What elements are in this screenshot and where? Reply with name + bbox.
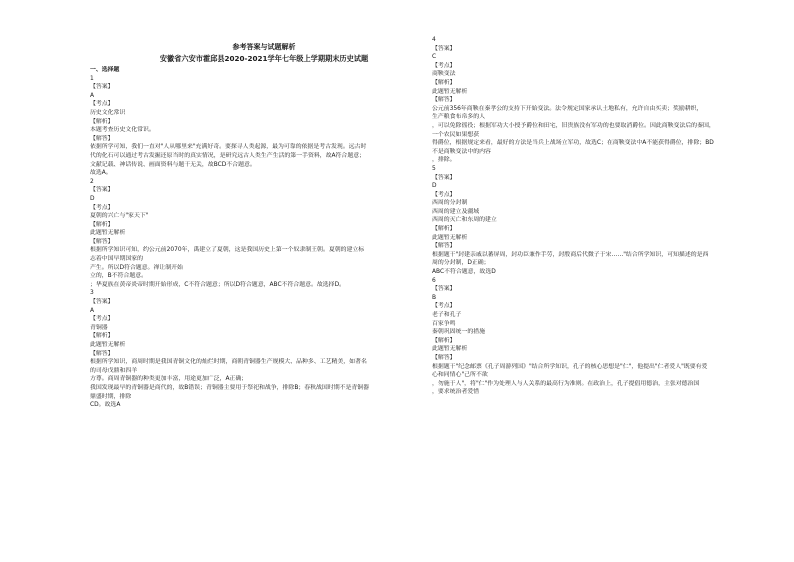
left-text-line: 依据所学可知，我们一直对"人从哪里来"充满好奇。要探寻人类起源，最为可靠的依据是考古发现。远古时 [90, 144, 367, 151]
right-text-line: ，勿施于人"，将"仁"作为处理人与人关系的最高行为准则。在政治上，孔子提倡用德治，主张对德治国 [432, 380, 700, 387]
right-text-line: 【解答】 [432, 354, 456, 361]
left-text-line: 的司母戊鼎和四羊 [90, 367, 138, 374]
left-text-line: 【解析】 [90, 333, 114, 340]
left-text-line: 【解答】 [90, 350, 114, 357]
left-text-line: 方尊。商周青铜器的种类更加丰富，用途更加广泛，A正确； [90, 376, 248, 383]
left-text-line: 历史文化常识 [90, 109, 126, 116]
left-text-line: 根据所学知识可知，约公元前2070年，禹建立了夏朝，这是我国历史上第一个奴隶制王朝。夏朝的建立标 [90, 247, 365, 254]
left-text-line: 志着中国早期国家的 [90, 256, 144, 263]
left-text-line: 文献记载、神话传说、画面资料与题干无关，故BCD不合题意。 [90, 161, 256, 168]
left-text-line: 鼎盛时期，排除 [90, 393, 132, 400]
right-text-line: ABC不符合题意，故选D [432, 269, 496, 276]
doc-subtitle: 安徽省六安市霍邱县2020-2021学年七年级上学期期末历史试题 [159, 54, 369, 63]
right-text-line: 【解析】 [432, 79, 456, 86]
right-text-line: 得爵位，根据规定来看，最好的方法是当兵上战场立军功，故选C；在商鞅变法中A不能获得爵位，排除；BD [432, 140, 714, 147]
left-text-line: 立的，B不符合题意。 [90, 273, 148, 280]
right-text-line: 【解答】 [432, 243, 456, 250]
right-text-line: 5 [432, 165, 436, 172]
left-text-line: 夏朝的兴亡与"家天下" [90, 213, 149, 220]
left-text-line: 根据所学知识，商周时期是我国青铜文化的灿烂时期，商朝青铜器生产规模大、品种多、工艺精美，如著名 [90, 359, 367, 366]
right-text-line: 【解析】 [432, 337, 456, 344]
left-text-line: 本题考查历史文化常识。 [90, 127, 155, 134]
left-text-line: 【答案】 [90, 187, 114, 194]
right-text-line: 【考点】 [432, 191, 456, 198]
right-text-line: B [432, 294, 437, 301]
right-text-line: 心和同情心"己所不欲 [432, 372, 488, 379]
right-text-line: ，排除。 [432, 157, 456, 164]
right-text-line: 西周的分封制 [432, 200, 468, 207]
left-text-line: A [90, 307, 95, 314]
right-text-line: 4 [432, 37, 436, 43]
right-text-line: C [432, 54, 437, 61]
right-text-line: 【考点】 [432, 62, 456, 69]
left-text-line: D [90, 195, 95, 202]
right-text-line: 根据题干"纪念邮票《孔子周游列国》"结合所学知识，孔子的核心思想是"仁"，他提出"仁者爱人"既要有爱 [432, 363, 708, 370]
left-text-line: 【考点】 [90, 316, 114, 323]
right-text-line: 西周的建立及疆域 [432, 208, 480, 215]
left-text-line: 2 [90, 178, 94, 185]
left-text-line: 此题暂无解析 [90, 342, 126, 348]
section-heading: 一、选择题 [90, 67, 120, 73]
right-text-line: 【答案】 [432, 286, 456, 293]
right-column [432, 36, 780, 397]
left-column [90, 41, 438, 410]
left-text-line: CD。故选A [90, 402, 121, 409]
left-text-line: 【解答】 [90, 135, 114, 142]
right-text-line: 【解析】 [432, 226, 456, 233]
left-text-line: 3 [90, 290, 94, 297]
right-text-line: 此题暂无解析 [432, 234, 468, 241]
right-text-line: ，要求统治者爱惜 [432, 389, 480, 396]
right-text-line: 生产粮食布帛多的人 [432, 114, 486, 121]
right-text-lines [432, 36, 780, 397]
left-text-line: 故选A。 [90, 170, 112, 177]
right-text-line: 6 [432, 277, 436, 284]
right-text-line: 老子和孔子 [432, 312, 462, 318]
left-text-lines [90, 75, 438, 410]
left-text-line: 青铜器 [90, 324, 108, 331]
left-text-line: 【考点】 [90, 101, 114, 108]
left-text-line: 【解析】 [90, 118, 114, 125]
right-text-line: 此题暂无解析 [432, 346, 468, 353]
right-text-line: 百家争鸣 [432, 320, 456, 327]
right-text-line: 【答案】 [432, 174, 456, 181]
right-text-line: 西周的灭亡和东周的建立 [432, 217, 497, 224]
right-text-line: 【答案】 [432, 45, 456, 52]
left-text-line: 1 [90, 75, 94, 82]
left-text-line: 我国发现最早的青铜器是商代的，故B错误；青铜器主要用于祭祀和战争，排除B；春秋战国时期不是青铜器 [90, 384, 370, 391]
left-text-line: ；华夏族在黄帝炎帝时期开始形成，C不符合题意；所以D符合题意，ABC不符合题意。故选择D。 [90, 281, 345, 288]
right-text-line: 根据题干"封建亲戚以蕃屏周，封功臣兼作手劳，封殷商后代微子于宋……"结合所学知识，可知描述的是西 [432, 251, 709, 258]
left-text-line: A [90, 92, 95, 99]
right-text-line: 一个农民如果想获 [432, 131, 480, 138]
left-text-line: 【解析】 [90, 221, 114, 228]
left-text-line: 【答案】 [90, 299, 114, 306]
right-text-line: ，可以免除徭役；根据军功大小授予爵位和田宅，旧贵族没有军功的也要取消爵位。因此商鞅变法后的秦国， [432, 122, 715, 129]
left-text-line: 【答案】 [90, 84, 114, 91]
right-text-line: 【考点】 [432, 303, 456, 310]
right-text-line: 周的分封制，D正确； [432, 260, 490, 267]
right-text-line: 此题暂无解析 [432, 88, 468, 95]
left-text-line: 此题暂无解析 [90, 230, 126, 237]
left-text-line: 【考点】 [90, 204, 114, 211]
right-text-line: 商鞅变法 [432, 71, 456, 78]
right-text-line: D [432, 183, 437, 190]
right-text-line: 公元前356年商鞅在秦孝公的支持下开始变法。法令规定国家承认土地私有，允许自由买卖；奖励耕织， [432, 105, 703, 112]
right-text-line: 秦朝巩固统一的措施 [432, 329, 486, 336]
left-text-line: 产生。所以D符合题意。禅让制开始 [90, 264, 183, 271]
left-text-line: 【解答】 [90, 238, 114, 245]
right-text-line: 【解答】 [432, 97, 456, 104]
doc-title: 参考答案与试题解析 [232, 43, 296, 51]
right-text-line: 不是商鞅变法中的内容 [432, 148, 491, 155]
left-text-line: 代的化石可以通过考古发掘还原当时的真实情况，是研究远古人类生产生活的第一手资料，故A符合题意； [90, 152, 365, 159]
